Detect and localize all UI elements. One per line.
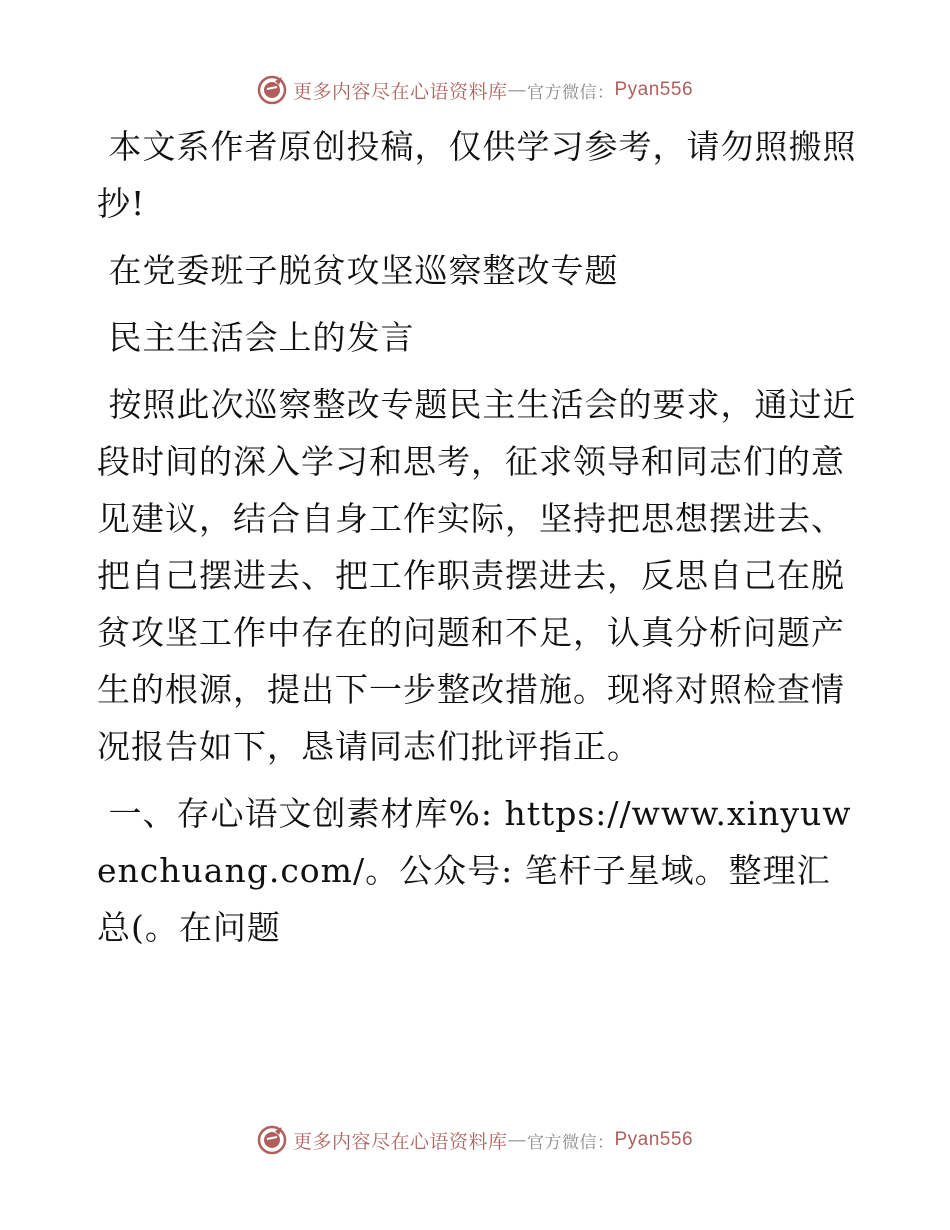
section-heading: 一、存心语文创素材库%: https://www.xinyuwenchuang.com/。公众号: 笔杆子星域。整理汇总(。在问题 xyxy=(97,794,852,947)
document-title-line-1: 在党委班子脱贫攻坚巡察整改专题 xyxy=(97,251,619,290)
watermark-separator: — xyxy=(507,79,527,101)
document-title-line-2: 民主生活会上的发言 xyxy=(97,318,415,357)
watermark-wechat-id: Pyan556 xyxy=(614,79,694,100)
watermark-separator: — xyxy=(507,1129,527,1151)
watermark-sub-text: 官方微信： xyxy=(527,82,615,103)
watermark-footer xyxy=(0,1120,950,1160)
copyright-notice: 本文系作者原创投稿，仅供学习参考，请勿照搬照抄! xyxy=(97,127,857,223)
watermark-sub-text: 官方微信： xyxy=(527,1132,615,1153)
pen-logo-icon xyxy=(257,75,287,105)
document-body xyxy=(97,118,857,956)
pen-logo-icon xyxy=(257,1125,287,1155)
watermark-header xyxy=(0,70,950,110)
intro-paragraph: 按照此次巡察整改专题民主生活会的要求，通过近段时间的深入学习和思考，征求领导和同志们的意见建议，结合自身工作实际，坚持把思想摆进去、把自己摆进去、把工作职责摆进去，反思自己在脱贫攻坚工作中存在的问题和不足，认真分析问题产生的根源，提出下一步整改措施。现将对照检查情况报告如下，恳请同志们批评指正。 xyxy=(97,385,857,766)
watermark-wechat-id: Pyan556 xyxy=(614,1129,694,1150)
watermark-main-text: 更多内容尽在心语资料库 xyxy=(292,80,508,103)
watermark-main-text: 更多内容尽在心语资料库 xyxy=(292,1130,508,1153)
